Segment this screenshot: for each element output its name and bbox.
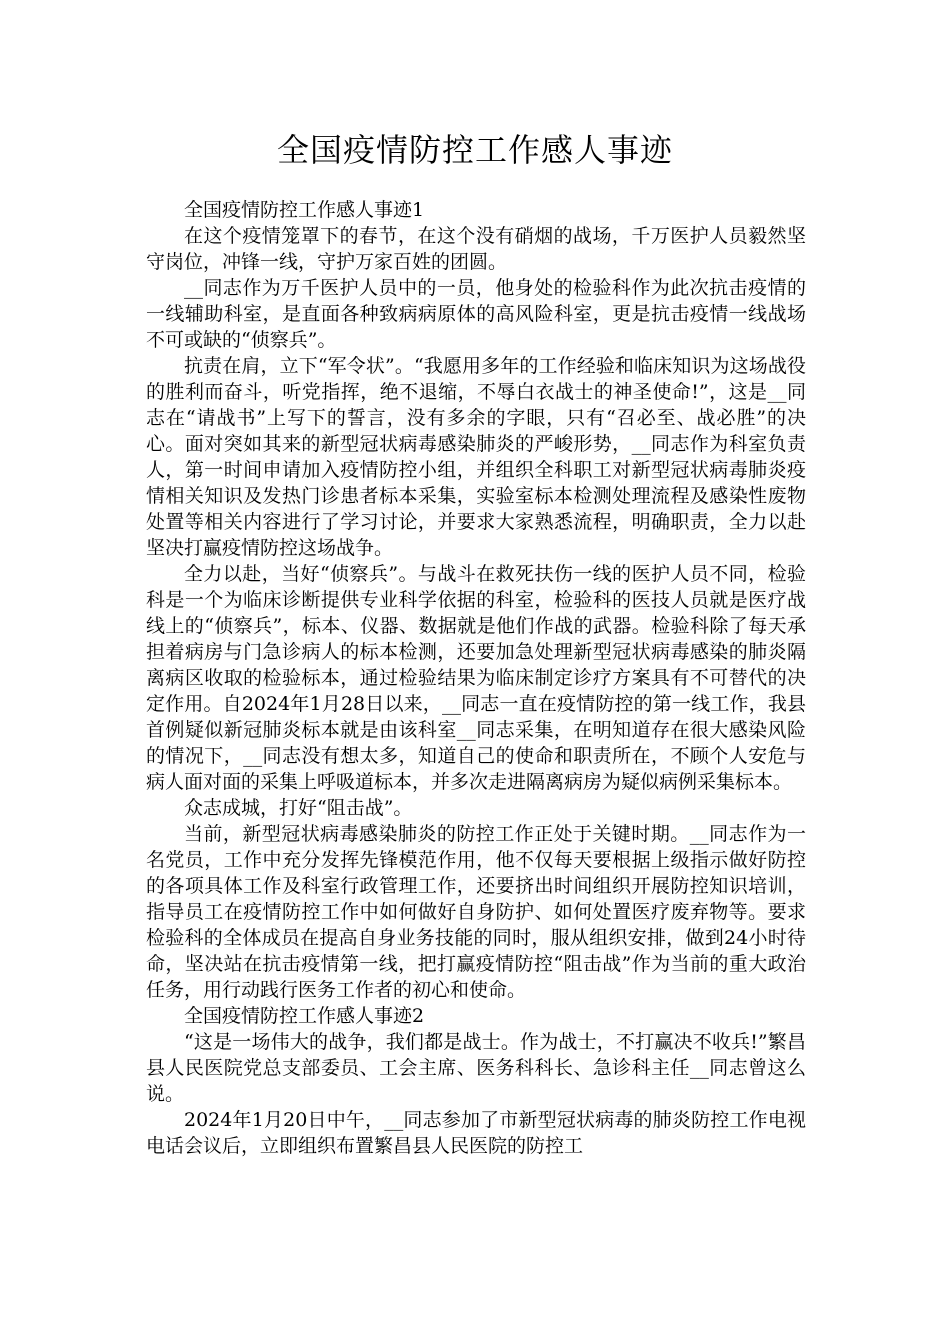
paragraph: 众志成城，打好“阻击战”。 [184, 797, 413, 819]
paragraph: 在这个疫情笼罩下的春节，在这个没有硝烟的战场，千万医护人员毅然坚守岗位，冲锋一线，守护万家百姓的团圆。 [146, 225, 806, 273]
section-heading-2: 全国疫情防控工作感人事迹2 [184, 1005, 425, 1027]
paragraph: 当前，新型冠状病毒感染肺炎的防控工作正处于关键时期。__同志作为一名党员，工作中充分发挥先锋模范作用，他不仅每天要根据上级指示做好防控的各项具体工作及科室行政管理工作，还要挤出时间组织开展防控知识培训，指导员工在疫情防控工作中如何做好自身防护、如何处置医疗废弃物等。要求检验科的全体成员在提高自身业务技能的同时，服从组织安排，做到24小时待命，坚决站在抗击疫情第一线，把打赢疫情防控“阻击战”作为当前的重大政治任务，用行动践行医务工作者的初心和使命。 [146, 823, 806, 1001]
paragraph: 全力以赴，当好“侦察兵”。与战斗在救死扶伤一线的医护人员不同，检验科是一个为临床诊断提供专业科学依据的科室，检验科的医技人员就是医疗战线上的“侦察兵”，标本、仪器、数据就是他们作战的武器。检验科除了每天承担着病房与门急诊病人的标本检测，还要加急处理新型冠状病毒感染的肺炎隔离病区收取的检验标本，通过检验结果为临床制定诊疗方案具有不可替代的决定作用。自2024年1月28日以来，__同志一直在疫情防控的第一线工作，我县首例疑似新冠肺炎标本就是由该科室__同志采集，在明知道存在很大感染风险的情况下，__同志没有想太多，知道自己的使命和职责所在，不顾个人安危与病人面对面的采集上呼吸道标本，并多次走进隔离病房为疑似病例采集标本。 [146, 563, 806, 793]
paragraph: 抗责在肩，立下“军令状”。“我愿用多年的工作经验和临床知识为这场战役的胜利而奋斗，听党指挥，绝不退缩，不辱白衣战士的神圣使命!”，这是__同志在“请战书”上写下的誓言，没有多余的字眼，只有“召必至、战必胜”的决心。面对突如其来的新型冠状病毒感染肺炎的严峻形势，__同志作为科室负责人，第一时间申请加入疫情防控小组，并组织全科职工对新型冠状病毒肺炎疫情相关知识及发热门诊患者标本采集，实验室标本检测处理流程及感染性废物处置等相关内容进行了学习讨论，并要求大家熟悉流程，明确职责，全力以赴坚决打赢疫情防控这场战争。 [146, 355, 806, 559]
document-title: 全国疫情防控工作感人事迹 [276, 131, 673, 169]
document-body [146, 197, 806, 1159]
paragraph: 2024年1月20日中午，__同志参加了市新型冠状病毒的肺炎防控工作电视电话会议后，立即组织布置繁昌县人民医院的防控工 [146, 1109, 806, 1157]
paragraph: __同志作为万千医护人员中的一员，他身处的检验科作为此次抗击疫情的一线辅助科室，是直面各种致病病原体的高风险科室，更是抗击疫情一线战场不可或缺的“侦察兵”。 [146, 277, 806, 351]
paragraph: “这是一场伟大的战争，我们都是战士。作为战士，不打赢决不收兵!”繁昌县人民医院党总支部委员、工会主席、医务科科长、急诊科主任__同志曾这么说。 [146, 1031, 806, 1105]
section-heading-1: 全国疫情防控工作感人事迹1 [184, 199, 425, 221]
